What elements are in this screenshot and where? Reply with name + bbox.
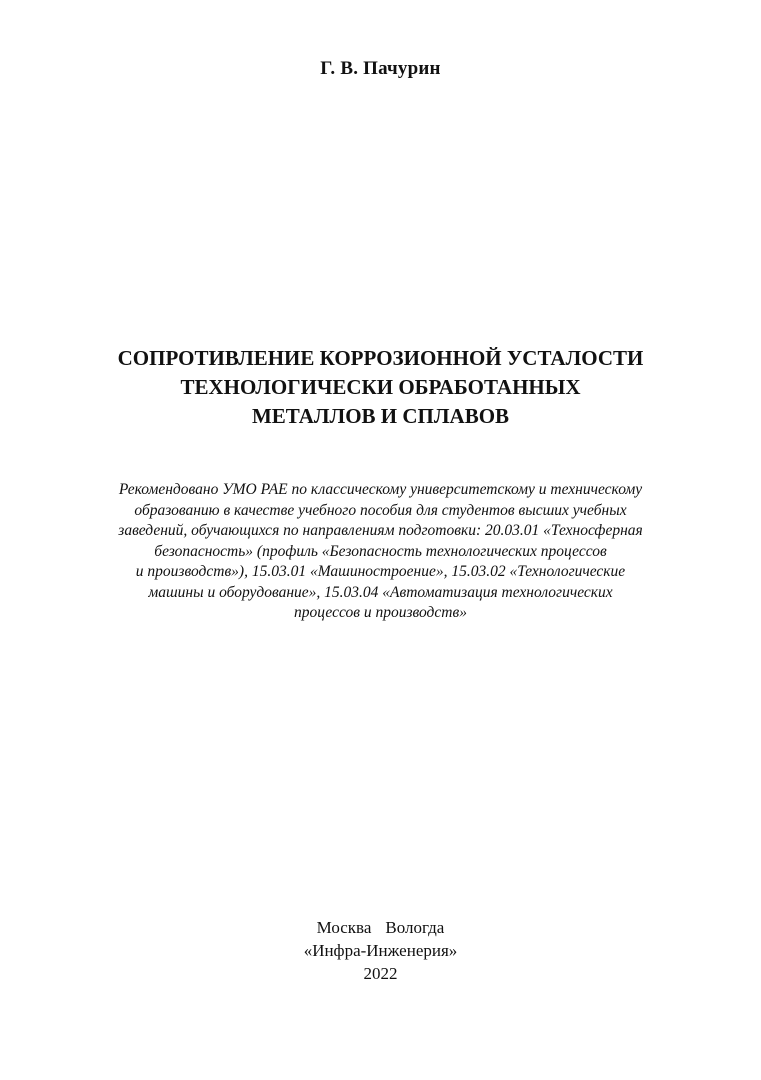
book-title-line-2: ТЕХНОЛОГИЧЕСКИ ОБРАБОТАННЫХ <box>180 375 581 399</box>
publisher-name: «Инфра-Инженерия» <box>303 941 458 960</box>
recommendation-line-6: машины и оборудование», 15.03.04 «Автоматизация технологических <box>148 583 613 601</box>
book-title <box>40 344 721 431</box>
author-name: Г. В. Пачурин <box>320 58 441 79</box>
recommendation-text <box>50 480 711 624</box>
recommendation-line-1: Рекомендовано УМО РАЕ по классическому университетскому и техническому <box>118 481 643 498</box>
publication-year: 2022 <box>363 964 398 983</box>
recommendation-line-5: и производств»), 15.03.01 «Машиностроение», 15.03.02 «Технологические <box>135 563 626 580</box>
imprint-cities <box>0 916 761 939</box>
city-moscow: Москва <box>316 918 372 937</box>
recommendation-line-7: процессов и производств» <box>294 604 467 621</box>
city-vologda: Вологда <box>385 918 445 937</box>
recommendation-line-3: заведений, обучающихся по направлениям подготовки: 20.03.01 «Техносферная <box>118 522 643 539</box>
recommendation-line-2: образованию в качестве учебного пособия для студентов высших учебных <box>134 501 627 519</box>
recommendation-line-4: безопасность» (профиль «Безопасность технологических процессов <box>154 542 607 560</box>
book-title-line-1: СОПРОТИВЛЕНИЕ КОРРОЗИОННОЙ УСТАЛОСТИ <box>117 346 644 370</box>
book-title-line-3: МЕТАЛЛОВ И СПЛАВОВ <box>251 404 510 428</box>
imprint <box>0 916 761 985</box>
